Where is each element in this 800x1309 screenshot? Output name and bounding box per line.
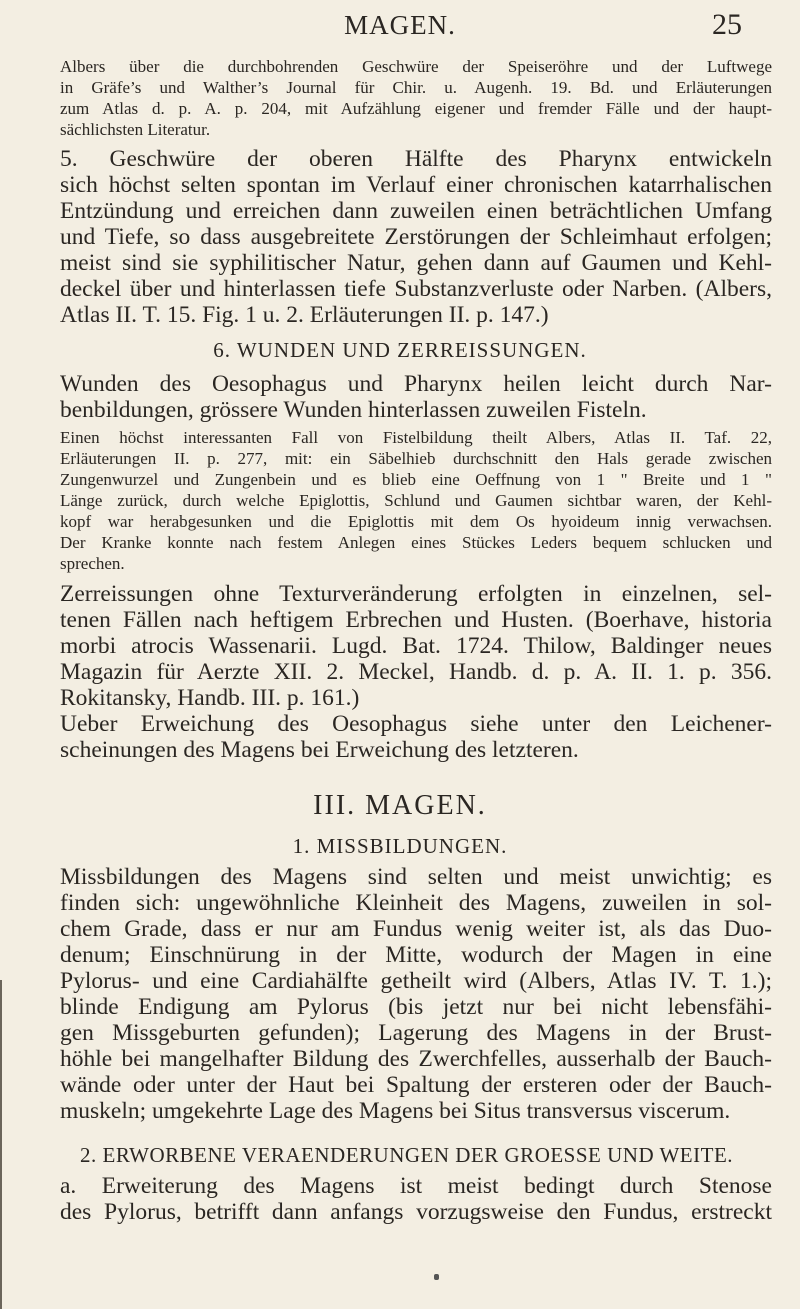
text-line: benbildungen, grössere Wunden hinterlassen zuweilen Fisteln. [60, 397, 647, 423]
chapter-heading: III. MAGEN. [313, 790, 487, 821]
text-line: 5. Geschwüre der oberen Hälfte des Pharynx entwickeln [60, 146, 772, 172]
section-heading: 2. ERWORBENE VERAENDERUNGEN DER GROESSE UND WEITE. [80, 1143, 734, 1167]
text-line: höhle bei mangelhafter Bildung des Zwerchfelles, ausserhalb der Bauch- [60, 1046, 772, 1072]
text-line: kopf war herabgesunken und die Epiglottis mit dem Os hyoideum innig verwachsen. [60, 512, 772, 531]
text-line: scheinungen des Magens bei Erweichung des letzteren. [60, 737, 579, 763]
page-edge-shadow [0, 980, 2, 1309]
text-line: deckel über und hinterlassen tiefe Substanzverluste oder Narben. (Albers, [60, 276, 772, 302]
text-line: sächlichsten Literatur. [60, 120, 211, 139]
text-line: denum; Einschnürung in der Mitte, wodurch der Magen in eine [60, 942, 772, 968]
text-line: finden sich: ungewöhnliche Kleinheit des Magens, zuweilen in sol- [60, 890, 772, 916]
text-line: Ueber Erweichung des Oesophagus siehe unter den Leichener- [60, 711, 772, 737]
text-line: zum Atlas d. p. A. p. 204, mit Aufzählung eigener und fremder Fälle und der haupt- [60, 99, 772, 118]
text-line: muskeln; umgekehrte Lage des Magens bei Situs transversus viscerum. [60, 1098, 731, 1124]
text-line: Zerreissungen ohne Texturveränderung erfolgten in einzelnen, sel- [60, 581, 772, 607]
text-line: Magazin für Aerzte XII. 2. Meckel, Handb. d. p. A. II. 1. p. 356. [60, 659, 772, 685]
text-line: gen Missgeburten gefunden); Lagerung des Magens in der Brust- [60, 1020, 772, 1046]
section-heading: 1. MISSBILDUNGEN. [292, 834, 508, 858]
text-line: Entzündung und erreichen dann zuweilen einen beträchtlichen Umfang [60, 198, 772, 224]
text-line: Missbildungen des Magens sind selten und meist unwichtig; es [60, 864, 772, 890]
text-line: in Gräfe’s und Walther’s Journal für Chir. u. Augenh. 19. Bd. und Erläuterungen [60, 78, 772, 97]
text-line: und Tiefe, so dass ausgebreitete Zerstörungen der Schleimhaut erfolgen; [60, 224, 772, 250]
text-line: Albers über die durchbohrenden Geschwüre der Speiseröhre und der Luftwege [60, 57, 772, 76]
page-number: 25 [712, 8, 742, 41]
text-line: tenen Fällen nach heftigem Erbrechen und Husten. (Boerhave, historia [60, 607, 772, 633]
text-line: chem Grade, dass er nur am Fundus wenig weiter ist, als das Duo- [60, 916, 772, 942]
text-line: Wunden des Oesophagus und Pharynx heilen leicht durch Nar- [60, 371, 772, 397]
text-line: Zungenwurzel und Zungenbein und es blieb eine Oeffnung von 1 " Breite und 1 " [60, 470, 772, 489]
text-line: Einen höchst interessanten Fall von Fistelbildung theilt Albers, Atlas II. Taf. 22, [60, 428, 772, 447]
text-line: Pylorus- und eine Cardiahälfte getheilt wird (Albers, Atlas IV. T. 1.); [60, 968, 772, 994]
text-line: Der Kranke konnte nach festem Anlegen eines Stückes Leders bequem schlucken und [60, 533, 772, 552]
text-line: morbi atrocis Wassenarii. Lugd. Bat. 1724. Thilow, Baldinger neues [60, 633, 772, 659]
text-line: Erläuterungen II. p. 277, mit: ein Säbelhieb durchschnitt den Hals gerade zwischen [60, 449, 772, 468]
text-line: Länge zurück, durch welche Epiglottis, Schlund und Gaumen sichtbar waren, der Kehl- [60, 491, 772, 510]
text-line: meist sind sie syphilitischer Natur, gehen dann auf Gaumen und Kehl- [60, 250, 772, 276]
text-line: Atlas II. T. 15. Fig. 1 u. 2. Erläuterungen II. p. 147.) [60, 302, 549, 328]
running-title: MAGEN. [344, 10, 456, 40]
text-line: a. Erweiterung des Magens ist meist bedingt durch Stenose [60, 1173, 772, 1199]
text-line: sich höchst selten spontan im Verlauf einer chronischen katarrhalischen [60, 172, 772, 198]
running-header [0, 6, 800, 46]
text-line: Rokitansky, Handb. III. p. 161.) [60, 685, 360, 711]
section-heading: 6. WUNDEN UND ZERREISSUNGEN. [213, 338, 587, 362]
text-line: des Pylorus, betrifft dann anfangs vorzugsweise den Fundus, erstreckt [60, 1199, 772, 1225]
text-line: wände oder unter der Haut bei Spaltung der ersteren oder der Bauch- [60, 1072, 772, 1098]
ink-speck [434, 1274, 439, 1280]
text-line: sprechen. [60, 554, 125, 573]
text-line: blinde Endigung am Pylorus (bis jetzt nur bei nicht lebensfähi- [60, 994, 772, 1020]
